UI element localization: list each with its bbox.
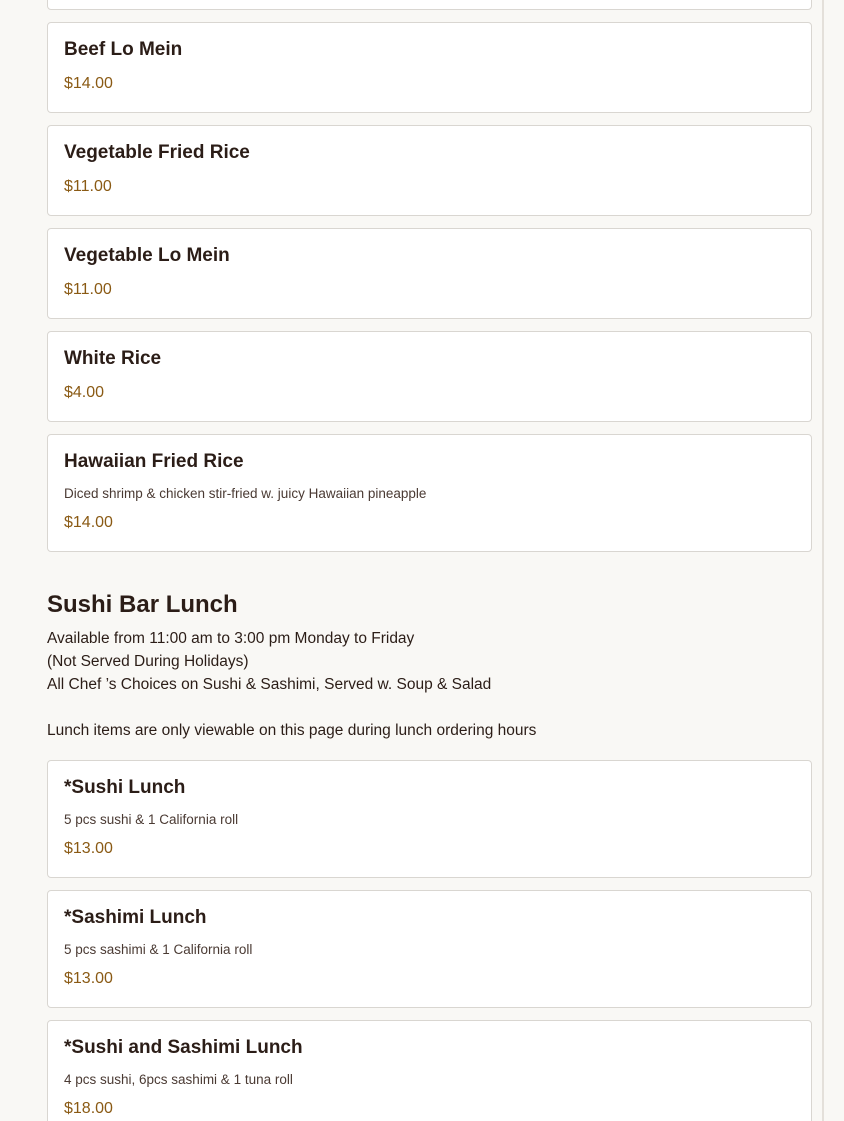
menu-item-name: Vegetable Lo Mein: [64, 245, 230, 266]
menu-item-name: White Rice: [64, 348, 162, 369]
menu-item-price: $13.00: [64, 970, 113, 987]
menu-item-description: 5 pcs sushi & 1 California roll: [64, 812, 239, 827]
section-viewing-notice: Lunch items are only viewable on this page during lunch ordering hours: [47, 722, 537, 739]
menu-item-name: *Sushi and Sashimi Lunch: [64, 1037, 303, 1058]
scroll-divider: [822, 0, 824, 1121]
section-description: All Chef ’s Choices on Sushi & Sashimi, Served w. Soup & Salad: [47, 676, 492, 693]
menu-item-name: *Sushi Lunch: [64, 777, 186, 798]
menu-item-price: $4.00: [64, 384, 105, 401]
menu-item-card[interactable]: [47, 434, 812, 552]
menu-item-card-partial[interactable]: [47, 0, 812, 10]
section-holiday-note: (Not Served During Holidays): [47, 653, 249, 670]
menu-item-price: $13.00: [64, 840, 113, 857]
menu-item-name: Beef Lo Mein: [64, 39, 183, 60]
section-title: Sushi Bar Lunch: [47, 591, 238, 618]
section-availability: Available from 11:00 am to 3:00 pm Monday to Friday: [47, 630, 415, 647]
menu-item-price: $14.00: [64, 75, 113, 92]
menu-item-price: $18.00: [64, 1100, 113, 1117]
menu-item-card[interactable]: [47, 22, 812, 113]
menu-item-description: 5 pcs sashimi & 1 California roll: [64, 942, 253, 957]
menu-item-description: Diced shrimp & chicken stir-fried w. juicy Hawaiian pineapple: [64, 486, 427, 501]
menu-item-description: 4 pcs sushi, 6pcs sashimi & 1 tuna roll: [64, 1072, 293, 1087]
menu-item-price: $14.00: [64, 514, 113, 531]
menu-item-card[interactable]: [47, 890, 812, 1008]
menu-item-card[interactable]: [47, 1020, 812, 1121]
menu-item-name: *Sashimi Lunch: [64, 907, 207, 928]
menu-item-price: $11.00: [64, 281, 112, 298]
menu-item-card[interactable]: [47, 331, 812, 422]
menu-item-card[interactable]: [47, 125, 812, 216]
menu-item-name: Vegetable Fried Rice: [64, 142, 250, 163]
menu-item-name: Hawaiian Fried Rice: [64, 451, 244, 472]
menu-item-card[interactable]: [47, 760, 812, 878]
menu-item-card[interactable]: [47, 228, 812, 319]
menu-item-price: $11.00: [64, 178, 112, 195]
